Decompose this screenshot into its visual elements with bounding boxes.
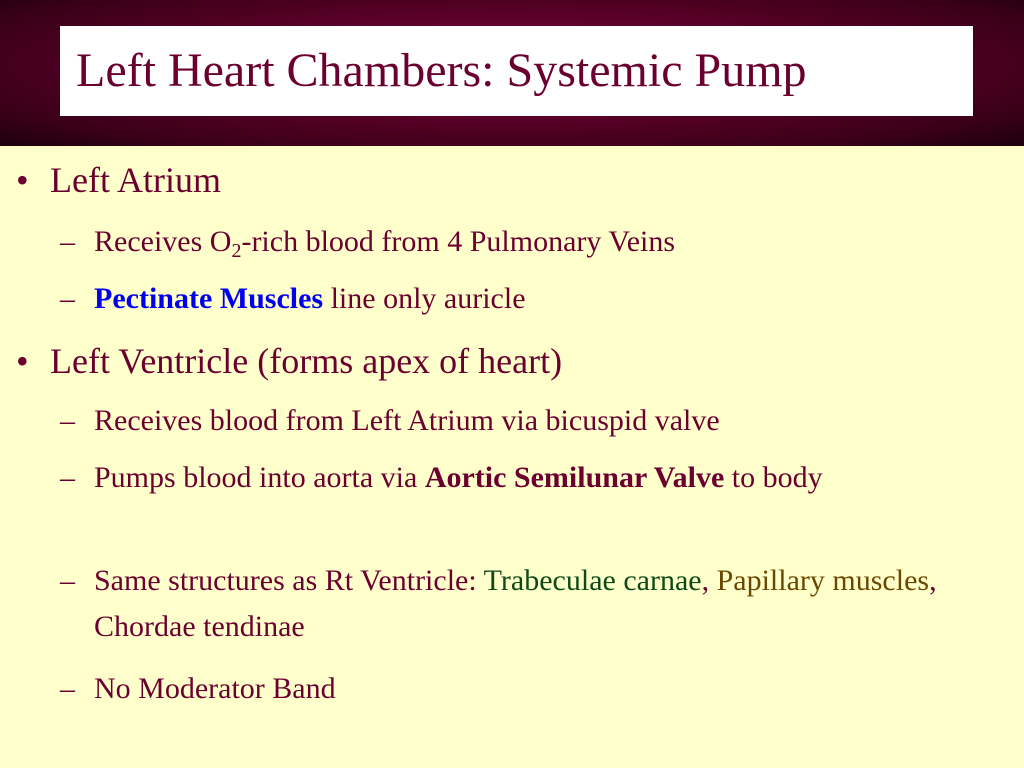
sub-text: Receives blood from Left Atrium via bicuspid valve: [94, 404, 720, 437]
slide-content: [0, 146, 1024, 768]
dash-marker: –: [60, 404, 75, 437]
text-fragment: Same structures as Rt Ventricle:: [94, 564, 484, 597]
bullet-label: Left Ventricle (forms apex of heart): [50, 341, 563, 381]
text-fragment: Chordae tendinae: [94, 610, 305, 643]
highlight-term: Pectinate Muscles: [94, 282, 324, 315]
sub-text: [94, 455, 974, 501]
text-fragment: Pumps blood into aorta via: [94, 461, 425, 494]
title-box: [60, 26, 973, 116]
text-fragment: Receives O: [94, 225, 232, 258]
slide-title: Left Heart Chambers: Systemic Pump: [76, 44, 807, 97]
text-fragment: line only auricle: [323, 282, 526, 315]
dash-marker: –: [60, 672, 75, 705]
sub-text: [94, 558, 974, 650]
bullet-label: Left Atrium: [50, 160, 221, 200]
sub-text: [94, 219, 974, 265]
bullet-marker: •: [16, 160, 29, 200]
dash-marker: –: [60, 225, 75, 258]
bullet-marker: •: [16, 341, 29, 381]
bold-term: Aortic Semilunar Valve: [424, 461, 725, 494]
dash-marker: –: [60, 461, 75, 494]
sub-text: [94, 276, 974, 322]
green-term: Trabeculae carnae: [483, 564, 702, 597]
text-fragment: to body: [724, 461, 823, 494]
text-fragment: -rich blood from 4 Pulmonary Veins: [241, 225, 676, 258]
text-fragment: ,: [701, 564, 717, 597]
dash-marker: –: [60, 564, 75, 597]
dash-marker: –: [60, 282, 75, 315]
brown-term: Papillary muscles: [716, 564, 930, 597]
subscript: 2: [231, 240, 242, 262]
text-fragment: ,: [929, 564, 937, 597]
sub-text: No Moderator Band: [94, 672, 336, 705]
